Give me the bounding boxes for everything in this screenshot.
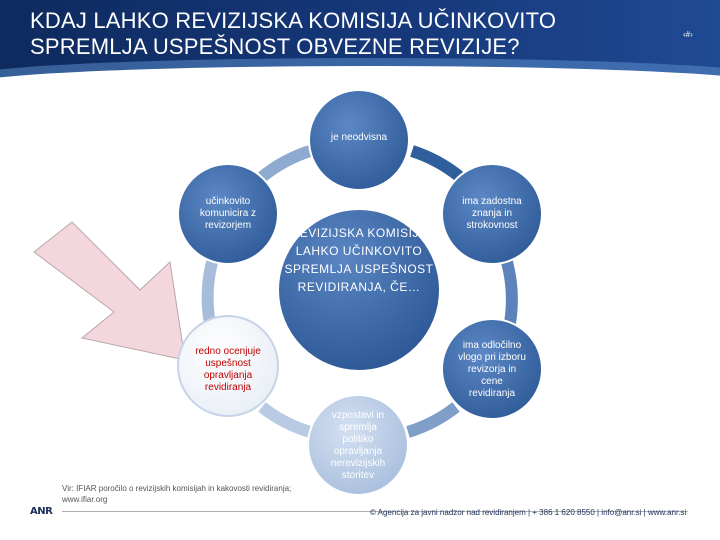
title-line-2: SPREMLJA USPEŠNOST OBVEZNE REVIZIJE? <box>30 34 520 59</box>
anr-logo: ANR <box>30 506 53 517</box>
pointer-arrow <box>34 222 185 360</box>
node-label-2: ima zadostna znanja in strokovnost <box>462 196 522 231</box>
ring-arc-1 <box>412 151 460 177</box>
slide-number: ‹#› <box>683 30 693 39</box>
title-line-1: KDAJ LAHKO REVIZIJSKA KOMISIJA UČINKOVITO <box>30 8 557 33</box>
ring-arc-3 <box>408 407 456 432</box>
footer-contact: © Agencija za javni nadzor nad revidiranjem | + 386 1 620 8550 | info@anr.si | www.anr.si <box>370 508 687 517</box>
ring-arc-6 <box>262 151 310 177</box>
node-label-5-highlighted: redno ocenjuje uspešnost opravljanja revidiranja <box>195 346 261 393</box>
node-label-6: učinkovito komunicira z revizorjem <box>199 196 257 231</box>
node-label-1: je neodvisna <box>330 132 388 143</box>
ring-arc-4 <box>262 407 310 432</box>
source-note: Vir: IFIAR poročilo o revizijskih komisijah in kakovosti revidiranja; www.ifiar.org <box>62 484 292 504</box>
center-label: REVIZIJSKA KOMISIJA LAHKO UČINKOVITO SPREMLJA USPEŠNOST REVIDIRANJA, ČE… <box>284 226 434 294</box>
node-label-4: vzpostavi in spremlja politiko opravljanja nerevizijskih storitev <box>330 410 386 481</box>
node-label-3: ima odločilno vlogo pri izboru revizorja in cene revidiranja <box>458 340 526 399</box>
